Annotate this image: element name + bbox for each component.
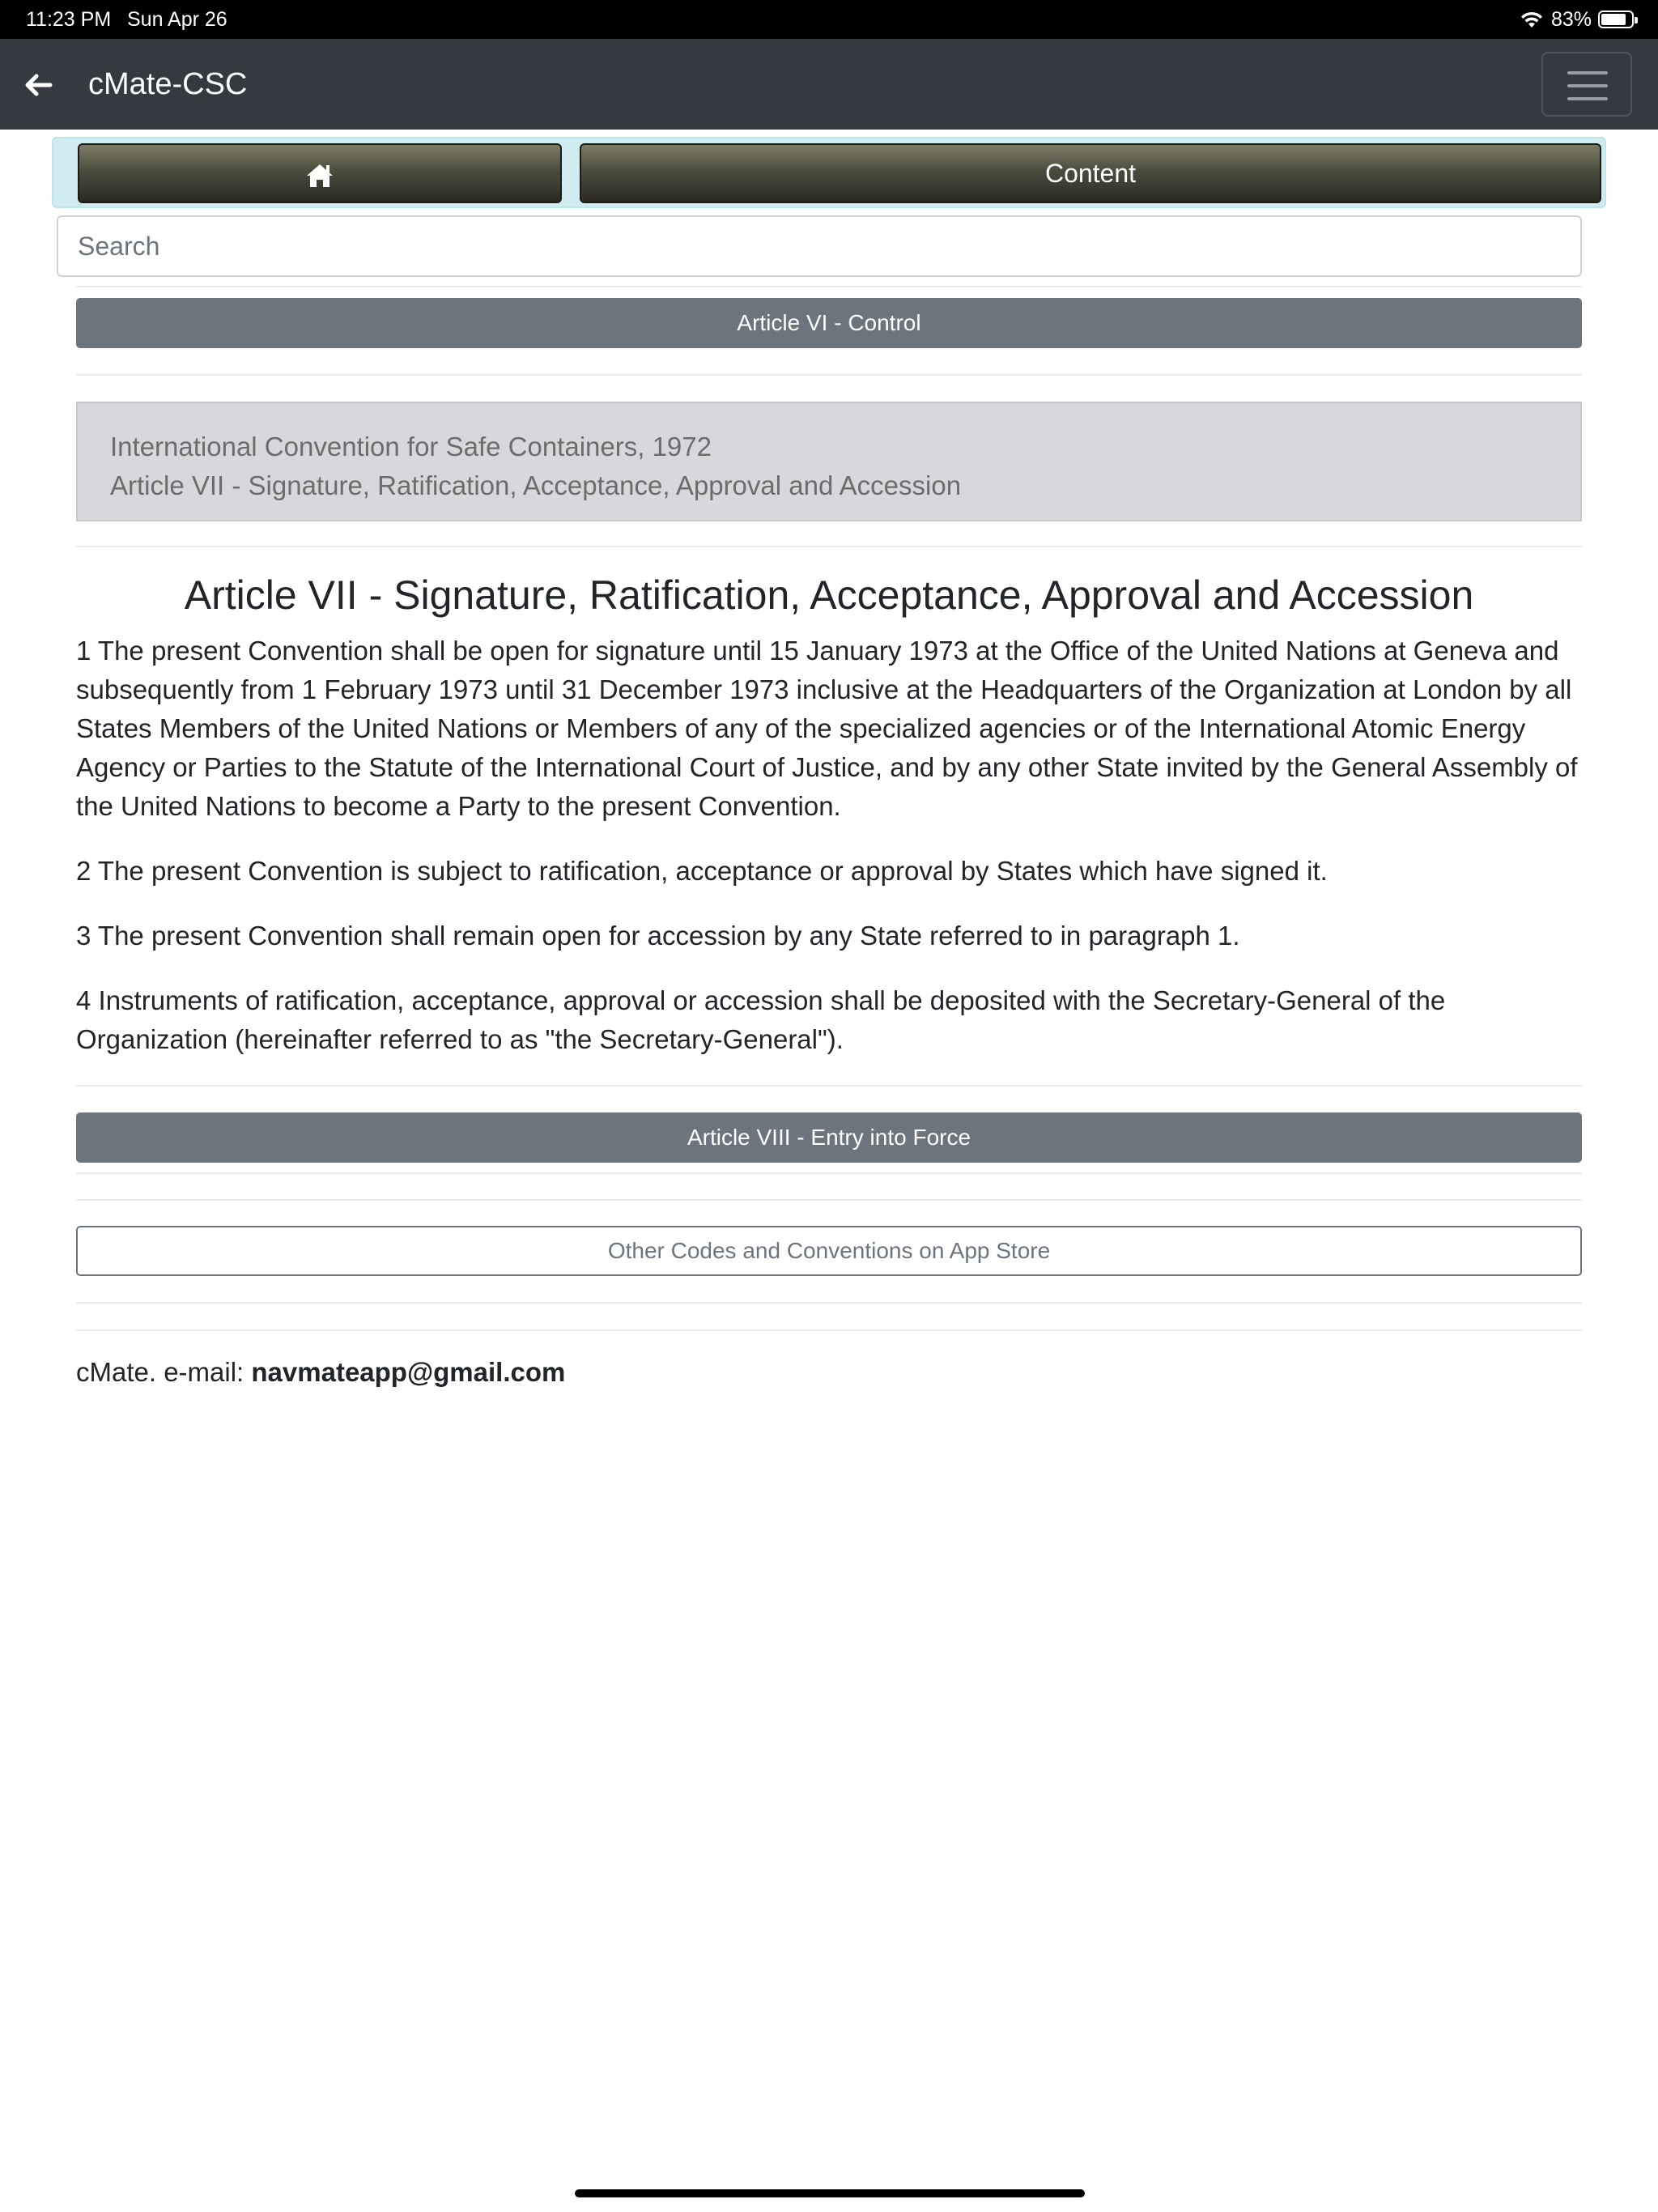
article-paragraph: 1 The present Convention shall be open for signature until 15 January 1973 at the Office of the United Nations at Geneva and subsequently from 1 February 1973 until 31 December 1973 inclusive at the Headquarters of the Organization at London by all States Members of the United Nations or Members of any of the specialized agencies or of the International Atomic Energy Agency or Parties to the Statute of the International Court of Justice, and by any other State invited by the General Assembly of the United Nations to become a Party to the present Convention.: [76, 636, 1578, 821]
home-button[interactable]: [78, 143, 562, 203]
status-time: 11:23 PM: [26, 8, 112, 31]
breadcrumb: [76, 402, 1582, 521]
footer: [76, 1357, 565, 1388]
footer-email-link[interactable]: navmateapp@gmail.com: [251, 1357, 566, 1387]
breadcrumb-convention: International Convention for Safe Containers, 1972: [110, 432, 712, 462]
divider: [76, 374, 1582, 376]
divider: [76, 546, 1582, 547]
article-paragraph: 3 The present Convention shall remain open for accession by any State referred to in paragraph 1.: [76, 921, 1240, 951]
home-indicator[interactable]: [575, 2189, 1085, 2197]
battery-icon: [1598, 11, 1634, 28]
breadcrumb-article: Article VII - Signature, Ratification, Acceptance, Approval and Accession: [110, 470, 962, 500]
battery-fill: [1601, 14, 1626, 25]
hamburger-menu-button[interactable]: [1541, 52, 1632, 117]
article-body: [76, 632, 1582, 1085]
home-icon: [305, 162, 334, 189]
search-input[interactable]: [57, 215, 1582, 277]
previous-article-button[interactable]: Article VI - Control: [76, 298, 1582, 348]
divider: [76, 1329, 1582, 1331]
battery-percent: 83%: [1550, 8, 1592, 31]
content-button[interactable]: Content: [580, 143, 1601, 203]
arrow-left-icon[interactable]: [21, 68, 55, 102]
divider: [76, 1199, 1582, 1201]
article-paragraph: 4 Instruments of ratification, acceptance, approval or accession shall be deposited with the Secretary-General of the Organization (hereinafter referred to as "the Secretary-General").: [76, 985, 1446, 1054]
app-store-link-button[interactable]: Other Codes and Conventions on App Store: [76, 1226, 1582, 1276]
wifi-icon: [1519, 10, 1545, 29]
app-title: cMate-CSC: [88, 67, 248, 101]
article-paragraph: 2 The present Convention is subject to ratification, acceptance or approval by States which have signed it.: [76, 856, 1328, 886]
divider: [76, 1302, 1582, 1304]
status-bar: [0, 0, 1658, 39]
hamburger-menu-icon: [1567, 71, 1608, 74]
page-title: Article VII - Signature, Ratification, Acceptance, Approval and Accession: [184, 572, 1474, 618]
divider: [76, 286, 1582, 287]
divider: [76, 1085, 1582, 1087]
next-article-button[interactable]: Article VIII - Entry into Force: [76, 1112, 1582, 1163]
status-right: [1519, 0, 1634, 39]
status-date: Sun Apr 26: [127, 8, 227, 31]
footer-prefix: cMate. e-mail:: [76, 1357, 252, 1387]
divider: [76, 1172, 1582, 1174]
navbar: [0, 39, 1658, 130]
top-button-bar: [52, 137, 1606, 208]
